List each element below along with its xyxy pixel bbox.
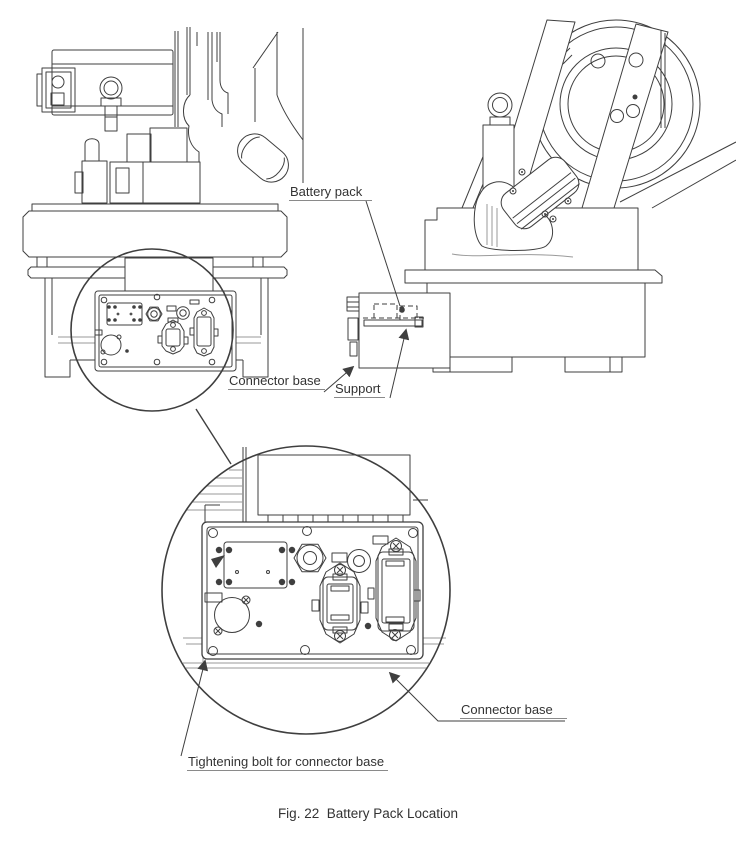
left-view-drawing [23, 27, 303, 377]
connector-base-top-label: Connector base [228, 374, 325, 390]
support-label: Support [334, 382, 385, 398]
right-view-drawing [347, 20, 736, 372]
tightening-bolt-label: Tightening bolt for connector base [187, 755, 388, 771]
battery-pack-label: Battery pack [289, 185, 372, 201]
connector-base-bottom-label: Connector base [460, 703, 567, 719]
callout-connector-line [196, 409, 231, 464]
tightening-bolt-arrow [181, 661, 205, 756]
battery-pack-leader [366, 201, 400, 306]
detail-view-drawing [183, 447, 446, 668]
figure-caption: Fig. 22 Battery Pack Location [277, 806, 459, 821]
